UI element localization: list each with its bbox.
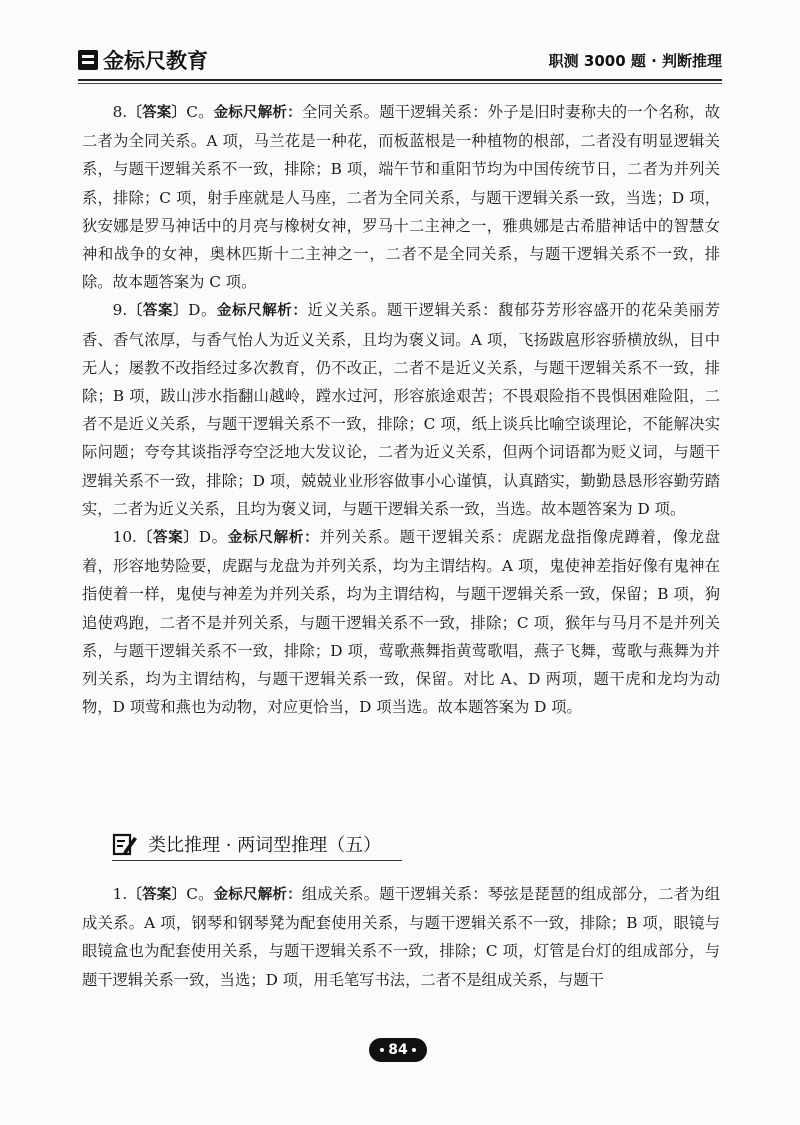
section-heading (112, 828, 402, 861)
answer-label: 〔答案〕 (127, 105, 187, 121)
answer-value: C。 (186, 103, 214, 121)
answer-list (82, 98, 720, 721)
answer-value: C。 (186, 885, 214, 903)
book-title: 职测 3000 题 · 判断推理 (548, 51, 722, 70)
analysis-text: 近义关系。题干逻辑关系：馥郁芬芳形容盛开的花朵美丽芳香、香气浓厚，与香气怡人为近义关系，且均为褒义词。A 项，飞扬跋扈形容骄横放纵，目中无人；屡教不改指经过多次教育，仍不改正，二者不是近义关系，与题干逻辑关系不一致，排除；B 项，跋山涉水指翻山越岭，蹚水过河，形容旅途艰苦；不畏艰险指不畏惧困难险阻，二者不是近义关系，与题干逻辑关系不一致，排除；C 项，纸上谈兵比喻空谈理论，不能解决实际问题；夸夸其谈指浮夸空泛地大发议论，二者为近义关系，但两个词语都为贬义词，与题干逻辑关系不一致，排除；D 项，兢兢业业形容做事小心谨慎，认真踏实，勤勤恳恳形容勤劳踏实，二者为近义关系，且均为褒义词，与题干逻辑关系一致，当选。故本题答案为 D 项。 (82, 301, 721, 518)
question-number: 1. (112, 885, 128, 903)
question-number: 10. (112, 528, 137, 547)
page-number: 84 (388, 1042, 408, 1058)
dot-icon (380, 1048, 384, 1052)
answer-label: 〔答案〕 (136, 530, 199, 547)
section-answer-list (82, 880, 720, 994)
analysis-label: 金标尺解析： (213, 105, 302, 121)
answer-entry-1 (82, 880, 720, 994)
analysis-label: 金标尺解析： (216, 303, 308, 320)
answer-label: 〔答案〕 (127, 887, 187, 903)
pencil-note-icon (112, 831, 138, 857)
page-number-badge (369, 1038, 427, 1062)
analysis-label: 金标尺解析： (227, 530, 320, 547)
answer-value: D。 (188, 301, 217, 320)
answer-entry-8 (82, 98, 720, 296)
section-title: 类比推理 · 两词型推理（五） (148, 835, 382, 856)
answer-value: D。 (198, 528, 228, 547)
analysis-text: 并列关系。题干逻辑关系：虎踞龙盘指像虎蹲着，像龙盘着，形容地势险要，虎踞与龙盘为并列关系，均为主谓结构。A 项，鬼使神差指好像有鬼神在指使着一样，鬼使与神差为并列关系，均为主谓结构，与题干逻辑关系一致，保留；B 项，狗追使鸡跑，二者不是并列关系，与题干逻辑关系不一致，排除；C 项，猴年与马月不是并列关系，与题干逻辑关系不一致，排除；D 项，莺歌燕舞指黄莺歌唱，燕子飞舞，莺歌与燕舞为并列关系，均为主谓结构，与题干逻辑关系一致，保留。对比 A、D 两项，题干虎和龙均为动物，D 项莺和燕也为动物，对应更恰当，D 项当选。故本题答案为 D 项。 (82, 528, 721, 717)
page-header (78, 44, 722, 76)
answer-entry-9 (82, 296, 720, 523)
question-number: 9. (112, 301, 128, 320)
brand-name: 金标尺教育 (103, 49, 208, 73)
answer-label: 〔答案〕 (127, 303, 189, 320)
analysis-text: 组成关系。题干逻辑关系：琴弦是琵琶的组成部分，二者为组成关系。A 项，钢琴和钢琴凳为配套使用关系，与题干逻辑关系不一致，排除；B 项，眼镜与眼镜盒也为配套使用关系，与题干逻辑关系不一致，排除；C 项，灯管是台灯的组成部分，与题干逻辑关系一致，当选；D 项，用毛笔写书法，二者不是组成关系，与题干 (82, 885, 720, 989)
answer-entry-10 (82, 523, 720, 721)
analysis-text: 全同关系。题干逻辑关系：外子是旧时妻称夫的一个名称，故二者为全同关系。A 项，马兰花是一种花，而板蓝根是一种植物的根部，二者没有明显逻辑关系，与题干逻辑关系不一致，排除；B 项，端午节和重阳节均为中国传统节日，二者为并列关系，排除；C 项，射手座就是人马座，二者为全同关系，与题干逻辑关系一致，当选；D 项，狄安娜是罗马神话中的月亮与橡树女神，罗马十二主神之一，雅典娜是古希腊神话中的智慧女神和战争的女神，奥林匹斯十二主神之一，二者不是全同关系，与题干逻辑关系不一致，排除。故本题答案为 C 项。 (82, 103, 720, 292)
header-rule-thin (78, 83, 722, 84)
brand-logo-icon (78, 50, 98, 70)
question-number: 8. (112, 103, 128, 121)
dot-icon (412, 1048, 416, 1052)
analysis-label: 金标尺解析： (213, 887, 302, 903)
header-rule (78, 79, 722, 81)
brand-logo (78, 45, 208, 75)
